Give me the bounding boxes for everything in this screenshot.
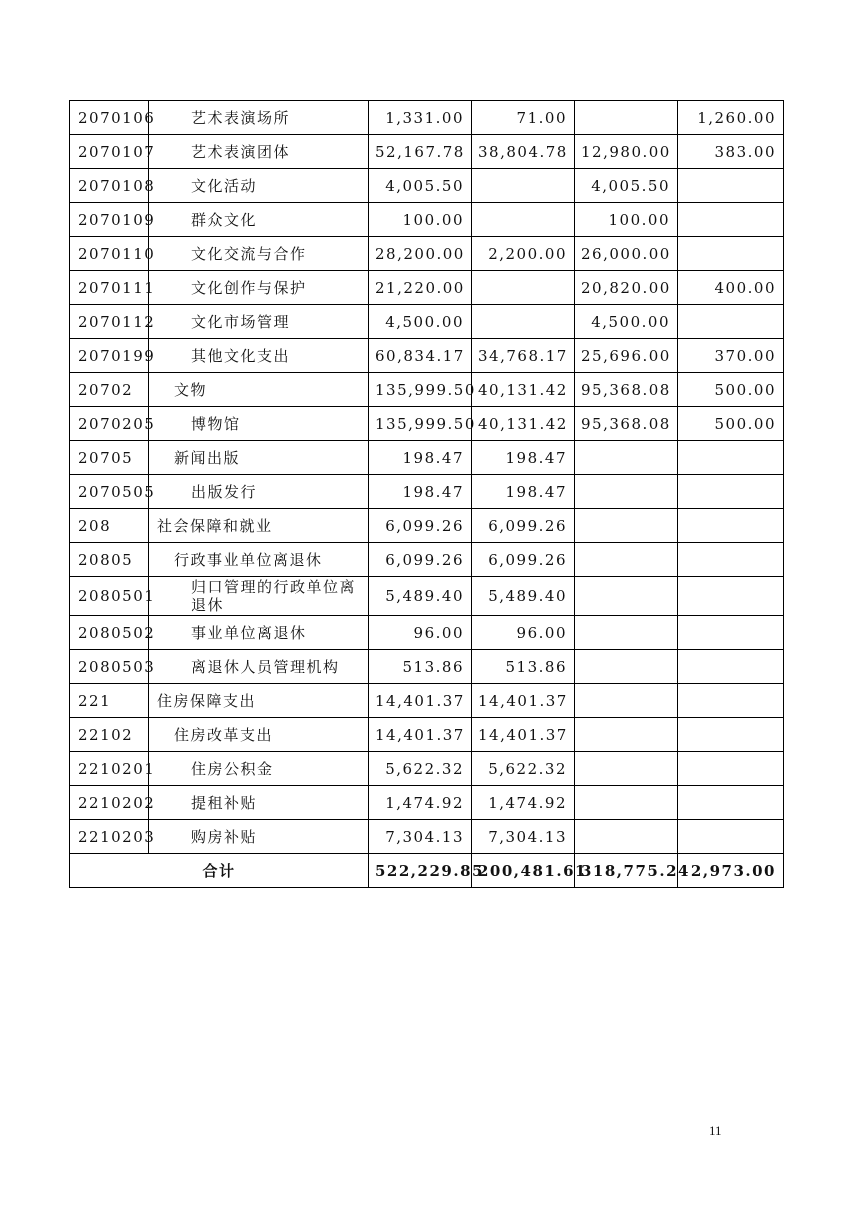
cell-basic: 96.00	[472, 616, 575, 650]
cell-basic: 2,200.00	[472, 237, 575, 271]
cell-total: 14,401.37	[369, 718, 472, 752]
cell-item-name: 艺术表演场所	[149, 101, 369, 135]
table-row	[70, 650, 784, 684]
cell-total: 5,622.32	[369, 752, 472, 786]
table-row	[70, 305, 784, 339]
table-row	[70, 509, 784, 543]
cell-code: 20805	[70, 543, 149, 577]
cell-project	[575, 441, 678, 475]
cell-item-name: 住房保障支出	[149, 684, 369, 718]
cell-item-name: 事业单位离退休	[149, 616, 369, 650]
table-row	[70, 684, 784, 718]
cell-project	[575, 718, 678, 752]
table-row	[70, 820, 784, 854]
cell-code: 2080502	[70, 616, 149, 650]
cell-item-name: 新闻出版	[149, 441, 369, 475]
cell-total: 4,500.00	[369, 305, 472, 339]
cell-project	[575, 684, 678, 718]
cell-code: 2070110	[70, 237, 149, 271]
cell-code: 2210201	[70, 752, 149, 786]
cell-other	[678, 509, 784, 543]
cell-total: 21,220.00	[369, 271, 472, 305]
table-row	[70, 543, 784, 577]
cell-item-name: 文化市场管理	[149, 305, 369, 339]
cell-project: 4,500.00	[575, 305, 678, 339]
cell-basic: 198.47	[472, 475, 575, 509]
cell-basic: 198.47	[472, 441, 575, 475]
table-body	[70, 101, 784, 854]
cell-project: 95,368.08	[575, 373, 678, 407]
cell-other	[678, 237, 784, 271]
total-basic: 200,481.61	[472, 854, 575, 888]
cell-item-name: 文化活动	[149, 169, 369, 203]
table-row	[70, 441, 784, 475]
cell-basic	[472, 169, 575, 203]
cell-item-name: 离退休人员管理机构	[149, 650, 369, 684]
cell-code: 20702	[70, 373, 149, 407]
cell-other	[678, 169, 784, 203]
cell-basic: 5,622.32	[472, 752, 575, 786]
cell-project	[575, 616, 678, 650]
cell-item-name: 住房公积金	[149, 752, 369, 786]
cell-other	[678, 441, 784, 475]
cell-item-name: 文物	[149, 373, 369, 407]
cell-project: 4,005.50	[575, 169, 678, 203]
cell-basic: 6,099.26	[472, 509, 575, 543]
cell-other	[678, 475, 784, 509]
cell-basic: 513.86	[472, 650, 575, 684]
cell-other	[678, 305, 784, 339]
cell-item-name: 群众文化	[149, 203, 369, 237]
cell-total: 6,099.26	[369, 543, 472, 577]
table-row	[70, 407, 784, 441]
total-row	[70, 854, 784, 888]
table-row	[70, 577, 784, 616]
cell-total: 135,999.50	[369, 373, 472, 407]
cell-basic	[472, 203, 575, 237]
cell-basic: 40,131.42	[472, 407, 575, 441]
cell-other	[678, 684, 784, 718]
table-row	[70, 786, 784, 820]
cell-other: 500.00	[678, 373, 784, 407]
cell-code: 2070108	[70, 169, 149, 203]
budget-expenditure-table	[69, 100, 784, 888]
cell-project: 26,000.00	[575, 237, 678, 271]
cell-project: 95,368.08	[575, 407, 678, 441]
cell-basic: 71.00	[472, 101, 575, 135]
cell-project	[575, 101, 678, 135]
cell-total: 135,999.50	[369, 407, 472, 441]
cell-project: 25,696.00	[575, 339, 678, 373]
table-row	[70, 373, 784, 407]
total-amount: 522,229.85	[369, 854, 472, 888]
cell-other	[678, 752, 784, 786]
cell-other	[678, 543, 784, 577]
cell-other	[678, 786, 784, 820]
cell-code: 2080503	[70, 650, 149, 684]
cell-item-name: 文化创作与保护	[149, 271, 369, 305]
cell-other: 1,260.00	[678, 101, 784, 135]
cell-total: 198.47	[369, 441, 472, 475]
cell-basic: 6,099.26	[472, 543, 575, 577]
cell-item-name: 其他文化支出	[149, 339, 369, 373]
cell-code: 22102	[70, 718, 149, 752]
table-row	[70, 475, 784, 509]
cell-basic: 1,474.92	[472, 786, 575, 820]
table-row	[70, 101, 784, 135]
cell-basic	[472, 305, 575, 339]
cell-project: 20,820.00	[575, 271, 678, 305]
cell-total: 1,474.92	[369, 786, 472, 820]
cell-other	[678, 203, 784, 237]
cell-code: 20705	[70, 441, 149, 475]
cell-other	[678, 577, 784, 616]
cell-total: 198.47	[369, 475, 472, 509]
cell-project	[575, 820, 678, 854]
cell-code: 2070106	[70, 101, 149, 135]
cell-basic: 7,304.13	[472, 820, 575, 854]
table-row	[70, 718, 784, 752]
total-project: 318,775.24	[575, 854, 678, 888]
cell-total: 1,331.00	[369, 101, 472, 135]
cell-project: 12,980.00	[575, 135, 678, 169]
cell-code: 2070205	[70, 407, 149, 441]
cell-project	[575, 752, 678, 786]
cell-other: 400.00	[678, 271, 784, 305]
cell-total: 513.86	[369, 650, 472, 684]
cell-basic: 14,401.37	[472, 684, 575, 718]
cell-total: 4,005.50	[369, 169, 472, 203]
cell-item-name: 艺术表演团体	[149, 135, 369, 169]
cell-other	[678, 650, 784, 684]
cell-code: 221	[70, 684, 149, 718]
cell-basic: 38,804.78	[472, 135, 575, 169]
cell-other	[678, 718, 784, 752]
cell-code: 2070199	[70, 339, 149, 373]
cell-total: 96.00	[369, 616, 472, 650]
cell-total: 6,099.26	[369, 509, 472, 543]
cell-total: 60,834.17	[369, 339, 472, 373]
cell-basic	[472, 271, 575, 305]
cell-item-name: 文化交流与合作	[149, 237, 369, 271]
cell-item-name: 购房补贴	[149, 820, 369, 854]
cell-item-name: 行政事业单位离退休	[149, 543, 369, 577]
cell-basic: 5,489.40	[472, 577, 575, 616]
cell-code: 2070112	[70, 305, 149, 339]
total-other: 2,973.00	[678, 854, 784, 888]
cell-total: 5,489.40	[369, 577, 472, 616]
cell-basic: 14,401.37	[472, 718, 575, 752]
cell-code: 2210202	[70, 786, 149, 820]
cell-item-name: 住房改革支出	[149, 718, 369, 752]
cell-code: 2210203	[70, 820, 149, 854]
cell-basic: 40,131.42	[472, 373, 575, 407]
cell-other: 383.00	[678, 135, 784, 169]
cell-total: 52,167.78	[369, 135, 472, 169]
cell-project	[575, 577, 678, 616]
cell-basic: 34,768.17	[472, 339, 575, 373]
cell-code: 2070107	[70, 135, 149, 169]
cell-item-name: 出版发行	[149, 475, 369, 509]
table-row	[70, 271, 784, 305]
cell-code: 2080501	[70, 577, 149, 616]
cell-other	[678, 616, 784, 650]
cell-total: 100.00	[369, 203, 472, 237]
cell-project	[575, 543, 678, 577]
cell-total: 28,200.00	[369, 237, 472, 271]
cell-project	[575, 509, 678, 543]
cell-code: 208	[70, 509, 149, 543]
page-number: 11	[709, 1123, 722, 1138]
cell-total: 7,304.13	[369, 820, 472, 854]
cell-item-name: 社会保障和就业	[149, 509, 369, 543]
cell-project: 100.00	[575, 203, 678, 237]
cell-project	[575, 786, 678, 820]
table-row	[70, 237, 784, 271]
cell-item-name: 归口管理的行政单位离退休	[149, 577, 369, 616]
cell-item-name: 博物馆	[149, 407, 369, 441]
table-row	[70, 752, 784, 786]
cell-project	[575, 475, 678, 509]
cell-item-name: 提租补贴	[149, 786, 369, 820]
table-row	[70, 169, 784, 203]
cell-other	[678, 820, 784, 854]
cell-other: 500.00	[678, 407, 784, 441]
cell-code: 2070505	[70, 475, 149, 509]
table-row	[70, 339, 784, 373]
cell-code: 2070109	[70, 203, 149, 237]
cell-other: 370.00	[678, 339, 784, 373]
table-row	[70, 135, 784, 169]
total-label: 合计	[70, 854, 369, 888]
table-row	[70, 616, 784, 650]
cell-code: 2070111	[70, 271, 149, 305]
cell-project	[575, 650, 678, 684]
cell-total: 14,401.37	[369, 684, 472, 718]
table-row	[70, 203, 784, 237]
